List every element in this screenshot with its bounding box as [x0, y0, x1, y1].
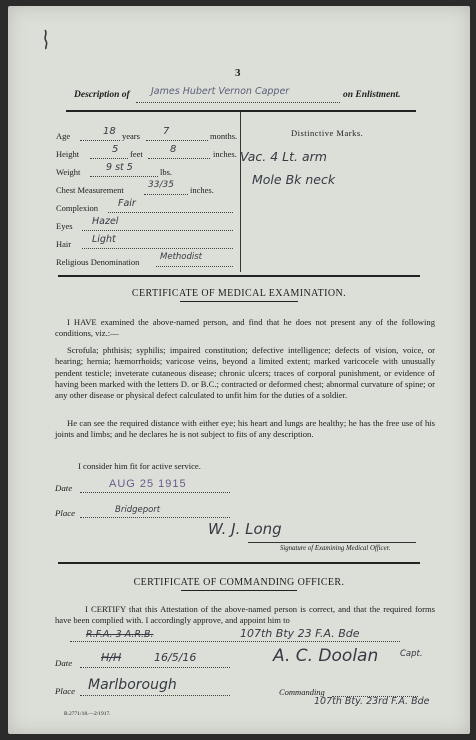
description-label: Description of: [74, 90, 130, 100]
hair-value: Light: [92, 234, 116, 245]
distinctive-marks-header: Distinctive Marks.: [291, 128, 364, 138]
hair-label: Hair: [56, 239, 72, 249]
recruit-name: James Hubert Vernon Capper: [151, 86, 290, 97]
weight-value: 9 st 5: [106, 162, 133, 173]
medical-paragraph-3: He can see the required distance with either eye; his heart and lungs are healthy; he has the free use of his joints and limbs; and he declares he is not subject to fits of any description.: [55, 418, 435, 440]
medical-date-stamp: AUG 25 1915: [109, 478, 187, 490]
commanding-date-label: Date: [55, 658, 73, 668]
pin-mark-icon: [40, 28, 52, 50]
medical-place-label: Place: [55, 508, 76, 518]
chest-label: Chest Measurement: [56, 185, 124, 195]
distinctive-mark-line-1: Vac. 4 Lt. arm: [240, 149, 327, 164]
commanding-officer-rank: Capt.: [400, 649, 423, 659]
age-years-value: 18: [103, 126, 116, 137]
commanding-label: Commanding: [279, 687, 325, 697]
age-label: Age: [56, 131, 71, 141]
months-label: months.: [210, 131, 238, 141]
medical-heading: CERTIFICATE OF MEDICAL EXAMINATION.: [131, 288, 347, 299]
commanding-place-value: Marlborough: [88, 677, 177, 693]
struck-date-mark: H/H: [101, 651, 122, 664]
top-rule: [66, 110, 416, 112]
medical-paragraph-1: I HAVE examined the above-named person, and find that he does not present any of the following conditions, viz.:—: [55, 317, 435, 339]
medical-place-value: Bridgeport: [115, 505, 161, 515]
lbs-label: lbs.: [160, 167, 173, 177]
inches-label: inches.: [213, 149, 237, 159]
eyes-value: Hazel: [92, 216, 119, 227]
commanding-date-value: 16/5/16: [154, 651, 197, 664]
complexion-label: Complexion: [56, 203, 99, 213]
commanding-officer-signature: A. C. Doolan: [273, 646, 379, 666]
section-rule-1: [58, 275, 420, 277]
chest-value: 33/35: [148, 180, 174, 190]
age-months-value: 7: [163, 126, 170, 137]
weight-label: Weight: [56, 167, 81, 177]
religion-value: Methodist: [160, 252, 203, 262]
page-number: 3: [235, 67, 241, 79]
distinctive-mark-line-2: Mole Bk neck: [252, 172, 336, 187]
on-enlistment-label: on Enlistment.: [343, 90, 401, 100]
complexion-value: Fair: [118, 198, 136, 209]
years-label: years: [122, 131, 140, 141]
height-inches-value: 8: [170, 144, 177, 155]
chest-inches-label: inches.: [190, 185, 214, 195]
commanding-place-label: Place: [55, 686, 76, 696]
medical-conditions-paragraph: Scrofula; phthisis; syphilis; impaired constitution; defective intelligence; defects of vision, voice, or hearing; hernia; hæmorrhoids; varicose veins, beyond a limited extent; marked varicocele with unusually pendent testicle; inveterate cutaneous disease; chronic ulcers; traces of corporal punishment, or evidence of having been marked with the letters D. or B.C.; contracted or deformed chest; abnormal curvature of spine; or any other disease or physical defect calculated to unfit him for the duties of a soldier.: [55, 345, 435, 401]
fit-statement: I consider him fit for active service.: [78, 461, 201, 471]
medical-officer-signature: W. J. Long: [208, 520, 282, 538]
appointment-struck-unit: R.F.A. 3 A.R.B.: [86, 629, 154, 640]
section-rule-2: [58, 562, 420, 564]
commanding-unit-value: 107th Bty. 23rd F.A. Bde: [314, 696, 430, 707]
medical-heading-underline: [180, 301, 298, 302]
attestation-page: [8, 6, 470, 734]
appointment-unit: 107th Bty 23 F.A. Bde: [240, 627, 360, 640]
religion-label: Religious Denomination: [56, 257, 140, 267]
medical-signature-caption: Signature of Examining Medical Officer.: [280, 545, 391, 552]
commanding-heading-underline: [181, 590, 297, 591]
table-divider: [240, 112, 241, 272]
print-code: B.2771/18.—2/1917.: [64, 711, 111, 717]
feet-label: feet: [130, 149, 143, 159]
medical-date-label: Date: [55, 483, 73, 493]
height-feet-value: 5: [112, 144, 119, 155]
height-label: Height: [56, 149, 80, 159]
eyes-label: Eyes: [56, 221, 73, 231]
commanding-heading: CERTIFICATE OF COMMANDING OFFICER.: [133, 577, 345, 588]
commanding-paragraph: I CERTIFY that this Attestation of the above-named person is correct, and that the required forms have been complied with. I accordingly approve, and appoint him to: [55, 604, 435, 626]
